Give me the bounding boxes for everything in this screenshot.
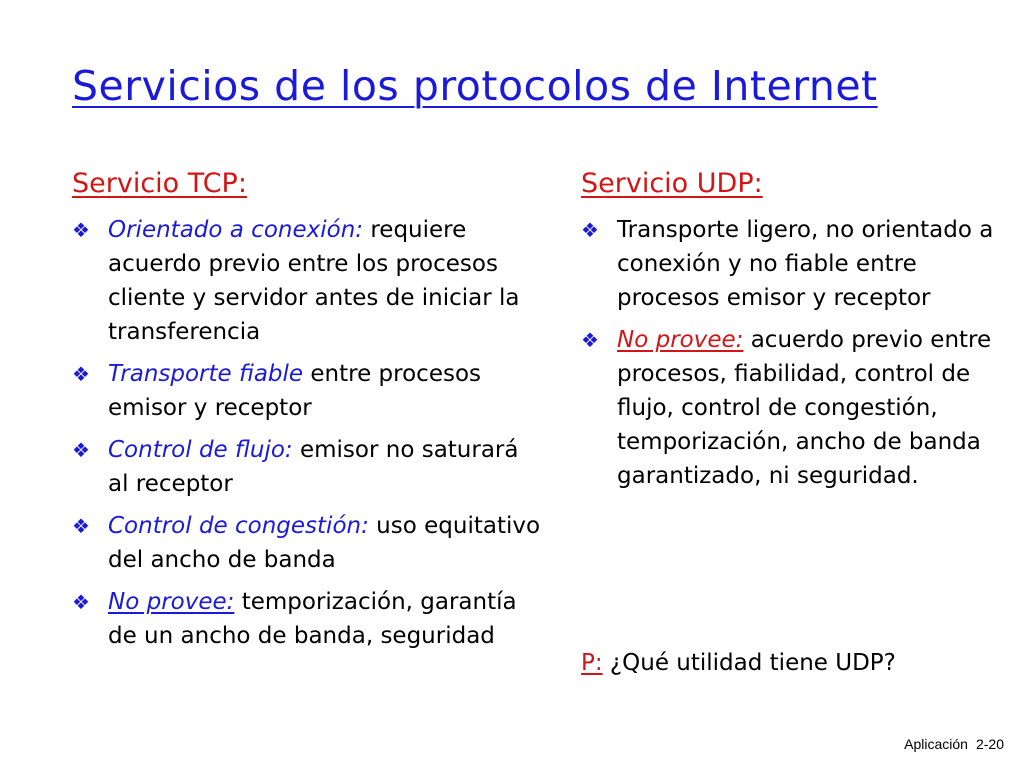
udp-item-text: acuerdo previo entre procesos, fiabilidad, control de flujo, control de congestión, temporización, ancho de banda garantizado, ni seguridad. [617, 327, 992, 489]
tcp-item-text: entre procesos emisor y receptor [108, 361, 482, 421]
slide-title: Servicios de los protocolos de Internet [72, 62, 878, 110]
list-item [581, 213, 1001, 315]
tcp-term: Control de congestión: [108, 513, 369, 539]
diamond-bullet-icon: ❖ [72, 514, 90, 538]
diamond-bullet-icon: ❖ [581, 328, 599, 352]
tcp-list [72, 213, 542, 653]
tcp-item-text: emisor no saturará al receptor [108, 437, 519, 497]
list-item [72, 213, 542, 349]
list-item [72, 509, 542, 577]
tcp-term: No provee: [108, 589, 235, 615]
udp-term: No provee: [617, 327, 744, 353]
udp-item-text: Transporte ligero, no orientado a conexión y no fiable entre procesos emisor y receptor [617, 217, 994, 311]
diamond-bullet-icon: ❖ [72, 362, 90, 386]
udp-column [581, 168, 1001, 501]
tcp-item-text: temporización, garantía de un ancho de banda, seguridad [108, 589, 517, 649]
footer-section: Aplicación [904, 736, 968, 752]
question-text: ¿Qué utilidad tiene UDP? [602, 650, 896, 676]
tcp-term: Orientado a conexión: [108, 217, 364, 243]
diamond-bullet-icon: ❖ [72, 218, 90, 242]
udp-heading: Servicio UDP: [581, 168, 763, 199]
tcp-term: Transporte fiable [108, 361, 304, 387]
list-item [72, 585, 542, 653]
udp-list [581, 213, 1001, 493]
tcp-item-text: uso equitativo del ancho de banda [108, 513, 541, 573]
slide-footer [904, 736, 1004, 752]
question-line [581, 646, 896, 680]
page-number: 2-20 [975, 736, 1004, 752]
tcp-item-text: requiere acuerdo previo entre los procesos cliente y servidor antes de iniciar la transferencia [108, 217, 520, 345]
tcp-heading: Servicio TCP: [72, 168, 247, 199]
question-label: P: [581, 650, 603, 676]
list-item [581, 323, 1001, 493]
diamond-bullet-icon: ❖ [72, 438, 90, 462]
diamond-bullet-icon: ❖ [581, 218, 599, 242]
tcp-term: Control de flujo: [108, 437, 293, 463]
list-item [72, 433, 542, 501]
diamond-bullet-icon: ❖ [72, 590, 90, 614]
tcp-column [72, 168, 542, 661]
list-item [72, 357, 542, 425]
